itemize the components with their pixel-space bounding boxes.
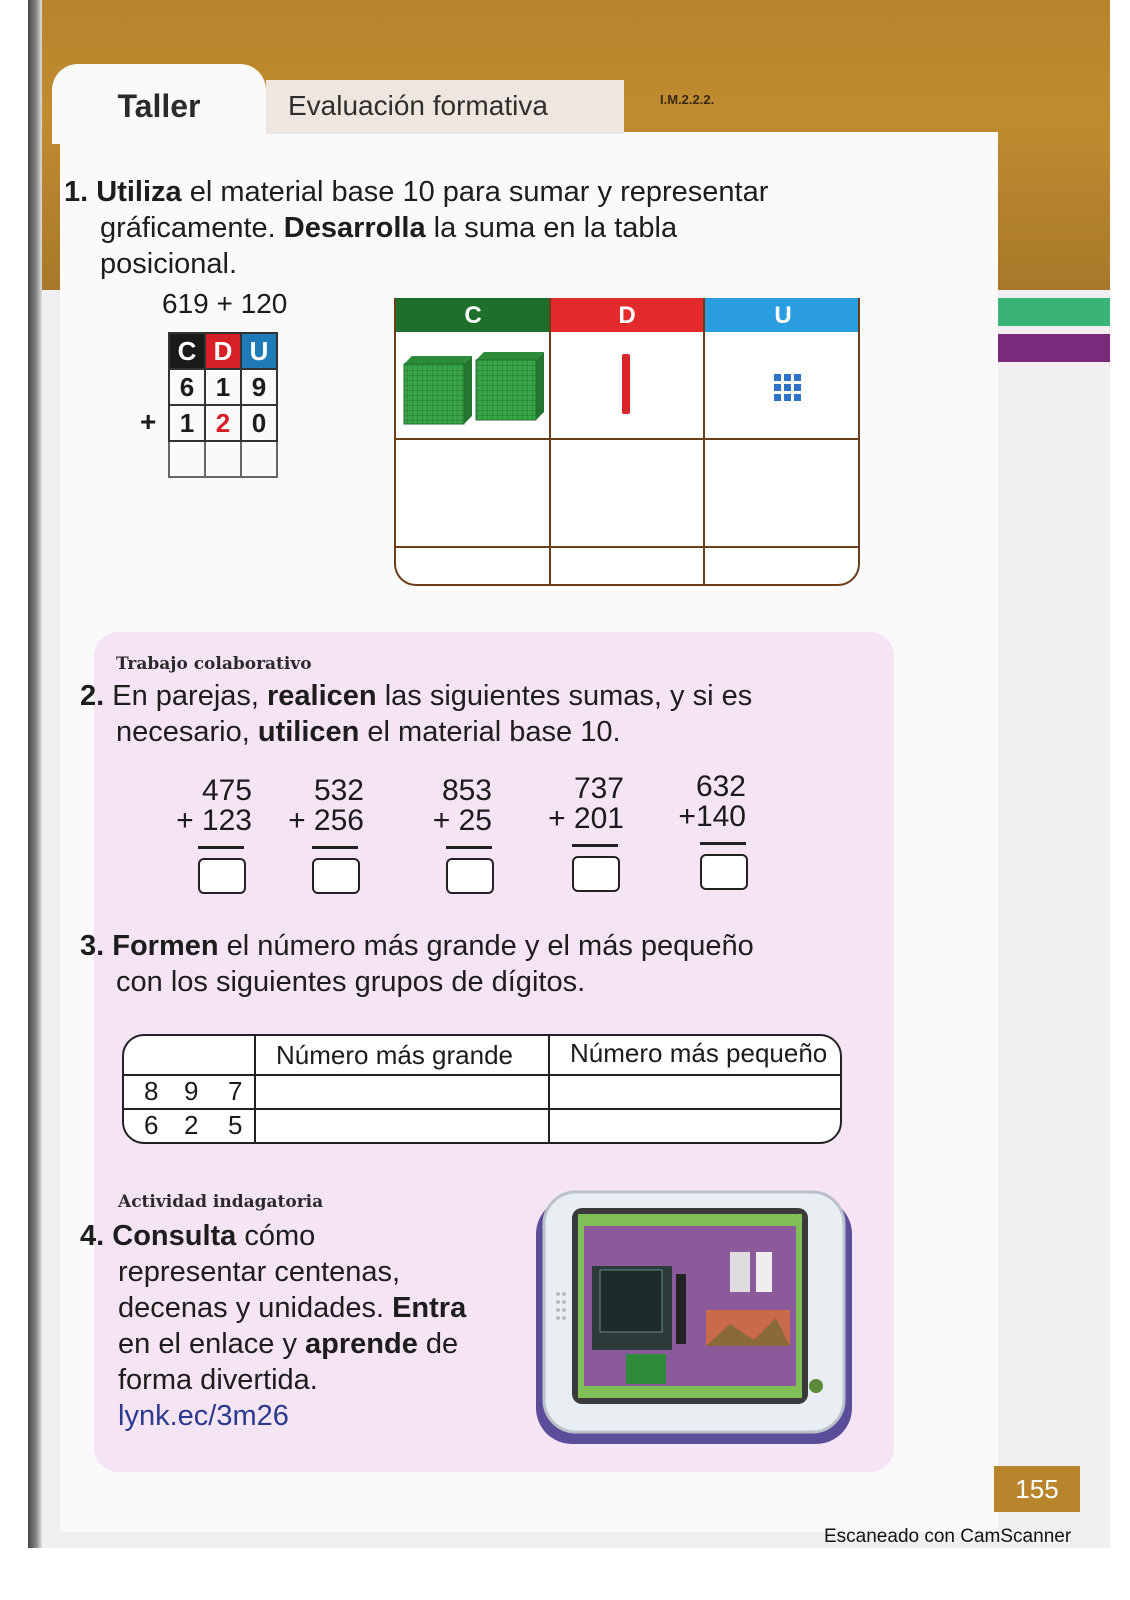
q4-number: 4.	[80, 1220, 105, 1252]
q4-line2: representar centenas,	[118, 1256, 401, 1288]
q3-line2: con los siguientes grupos de dígitos.	[116, 966, 586, 998]
q3-number: 3.	[80, 930, 105, 962]
q4-link[interactable]: lynk.ec/3m26	[118, 1400, 289, 1432]
q1-plus-sign: +	[140, 406, 157, 437]
digit-cell: 7	[228, 1076, 243, 1106]
q2-verb-utilicen: utilicen	[257, 716, 360, 748]
digit-cell: 8	[144, 1076, 159, 1106]
positional-header-d: D	[550, 298, 704, 332]
label-trabajo-colaborativo: Trabajo colaborativo	[116, 654, 312, 674]
tab-taller: Taller	[52, 64, 266, 144]
sum-problem-5	[672, 772, 746, 832]
ten-rod-icon	[622, 354, 630, 414]
sum-line	[446, 846, 492, 849]
table-divider	[703, 298, 705, 586]
sum-problem-1	[166, 776, 252, 836]
q3-verb-formen: Formen	[112, 930, 219, 962]
q2-text1b: las siguientes sumas, y si es	[376, 680, 753, 712]
q3-digits-table	[122, 1034, 842, 1144]
tab-evaluacion-formativa: Evaluación formativa	[266, 80, 624, 134]
sum-problem-3	[424, 776, 492, 836]
sum-problem-2	[284, 776, 364, 836]
digit-cell: 6	[144, 1110, 159, 1140]
q2-text1a: En parejas,	[112, 680, 268, 712]
digit-cell: 9	[184, 1076, 199, 1106]
sum-answer-box-3[interactable]	[446, 858, 494, 894]
answer-cell-small-2[interactable]	[550, 1110, 842, 1144]
hundred-blocks-icon	[402, 350, 548, 426]
q2-number: 2.	[80, 680, 105, 712]
q1-text2a: gráficamente.	[100, 212, 284, 244]
q4-text3a: decenas y unidades.	[118, 1292, 393, 1324]
sum-top: 475	[201, 774, 252, 807]
q1-verb-desarrolla: Desarrolla	[283, 212, 426, 244]
q1-positional-table	[394, 298, 860, 586]
q3-text1: el número más grande y el más pequeño	[218, 930, 754, 962]
curriculum-code: I.M.2.2.2.	[660, 92, 715, 107]
q4-verb-entra: Entra	[392, 1292, 467, 1324]
q3-line1	[80, 928, 754, 964]
sum-line	[572, 844, 618, 847]
cdu-cell: 1	[169, 405, 205, 441]
cdu-answer-cell[interactable]	[169, 441, 205, 477]
sum-bottom: + 201	[548, 802, 624, 835]
sum-bottom: +140	[678, 800, 746, 833]
q2-line1	[80, 678, 848, 714]
answer-cell-big-2[interactable]	[256, 1110, 548, 1144]
purple-decor-strip	[998, 334, 1110, 362]
sum-bottom: + 123	[176, 804, 252, 837]
q2-text2b: el material base 10.	[359, 716, 621, 748]
cdu-header-d: D	[205, 333, 241, 369]
cdu-cell: 1	[205, 369, 241, 405]
label-actividad-indagatoria: Actividad indagatoria	[118, 1192, 324, 1212]
q1-line1	[64, 174, 768, 210]
camscanner-watermark: Escaneado con CamScanner	[824, 1526, 1072, 1547]
cdu-answer-cell[interactable]	[241, 441, 277, 477]
cdu-header-c: C	[169, 333, 205, 369]
table-divider	[396, 546, 860, 548]
cdu-header-u: U	[241, 333, 277, 369]
q4-text4b: de	[417, 1328, 459, 1360]
digit-cell: 5	[228, 1110, 243, 1140]
sum-top: 532	[313, 774, 364, 807]
q1-text1: el material base 10 para sumar y representar	[181, 176, 769, 208]
sum-top: 853	[441, 774, 492, 807]
positional-header-u: U	[704, 298, 860, 332]
q1-verb-utiliza: Utiliza	[96, 176, 182, 208]
unit-cubes-icon	[774, 374, 804, 404]
q4-line1	[80, 1218, 315, 1254]
sum-answer-box-5[interactable]	[700, 854, 748, 890]
answer-cell-small-1[interactable]	[550, 1076, 842, 1108]
positional-header-c: C	[396, 298, 550, 332]
header-numero-mas-pequeno: Número más pequeño	[570, 1038, 828, 1068]
sum-line	[700, 842, 746, 845]
page-binding-edge	[28, 0, 42, 1548]
sum-answer-box-1[interactable]	[198, 858, 246, 894]
sum-problem-4	[542, 774, 624, 834]
q1-number: 1.	[64, 176, 89, 208]
q1-small-cdu-table	[168, 332, 278, 478]
q1-operation: 619 + 120	[162, 288, 288, 319]
q1-text2b: la suma en la tabla	[425, 212, 678, 244]
sum-line	[198, 846, 244, 849]
q4-line4	[118, 1326, 458, 1362]
q1-line2	[100, 210, 866, 246]
header-numero-mas-grande: Número más grande	[276, 1040, 513, 1070]
q4-verb-aprende: aprende	[305, 1328, 418, 1360]
cdu-cell: 9	[241, 369, 277, 405]
tablet-device-icon	[530, 1178, 858, 1450]
sum-line	[312, 846, 358, 849]
page-number: 155	[994, 1466, 1080, 1512]
q4-text1: cómo	[236, 1220, 316, 1252]
table-divider	[396, 438, 860, 440]
q4-verb-consulta: Consulta	[112, 1220, 237, 1252]
table-divider	[549, 298, 551, 586]
q2-verb-realicen: realicen	[267, 680, 377, 712]
cdu-answer-cell[interactable]	[205, 441, 241, 477]
sum-answer-box-4[interactable]	[572, 856, 620, 892]
green-decor-strip	[998, 298, 1110, 326]
q1-line3: posicional.	[100, 248, 238, 280]
sum-answer-box-2[interactable]	[312, 858, 360, 894]
sum-top: 632	[695, 770, 746, 803]
q4-line5: forma divertida.	[118, 1364, 318, 1396]
digit-cell: 2	[184, 1110, 199, 1140]
q2-text2a: necesario,	[116, 716, 258, 748]
sum-top: 737	[573, 772, 624, 805]
q2-line2	[116, 714, 621, 750]
sum-bottom: + 25	[432, 804, 492, 837]
answer-cell-big-1[interactable]	[256, 1076, 548, 1108]
q4-text4a: en el enlace y	[118, 1328, 306, 1360]
cdu-cell: 0	[241, 405, 277, 441]
cdu-cell: 2	[205, 405, 241, 441]
q4-line3	[118, 1290, 466, 1326]
cdu-cell: 6	[169, 369, 205, 405]
sum-bottom: + 256	[288, 804, 364, 837]
tablet-illustration	[530, 1178, 858, 1450]
